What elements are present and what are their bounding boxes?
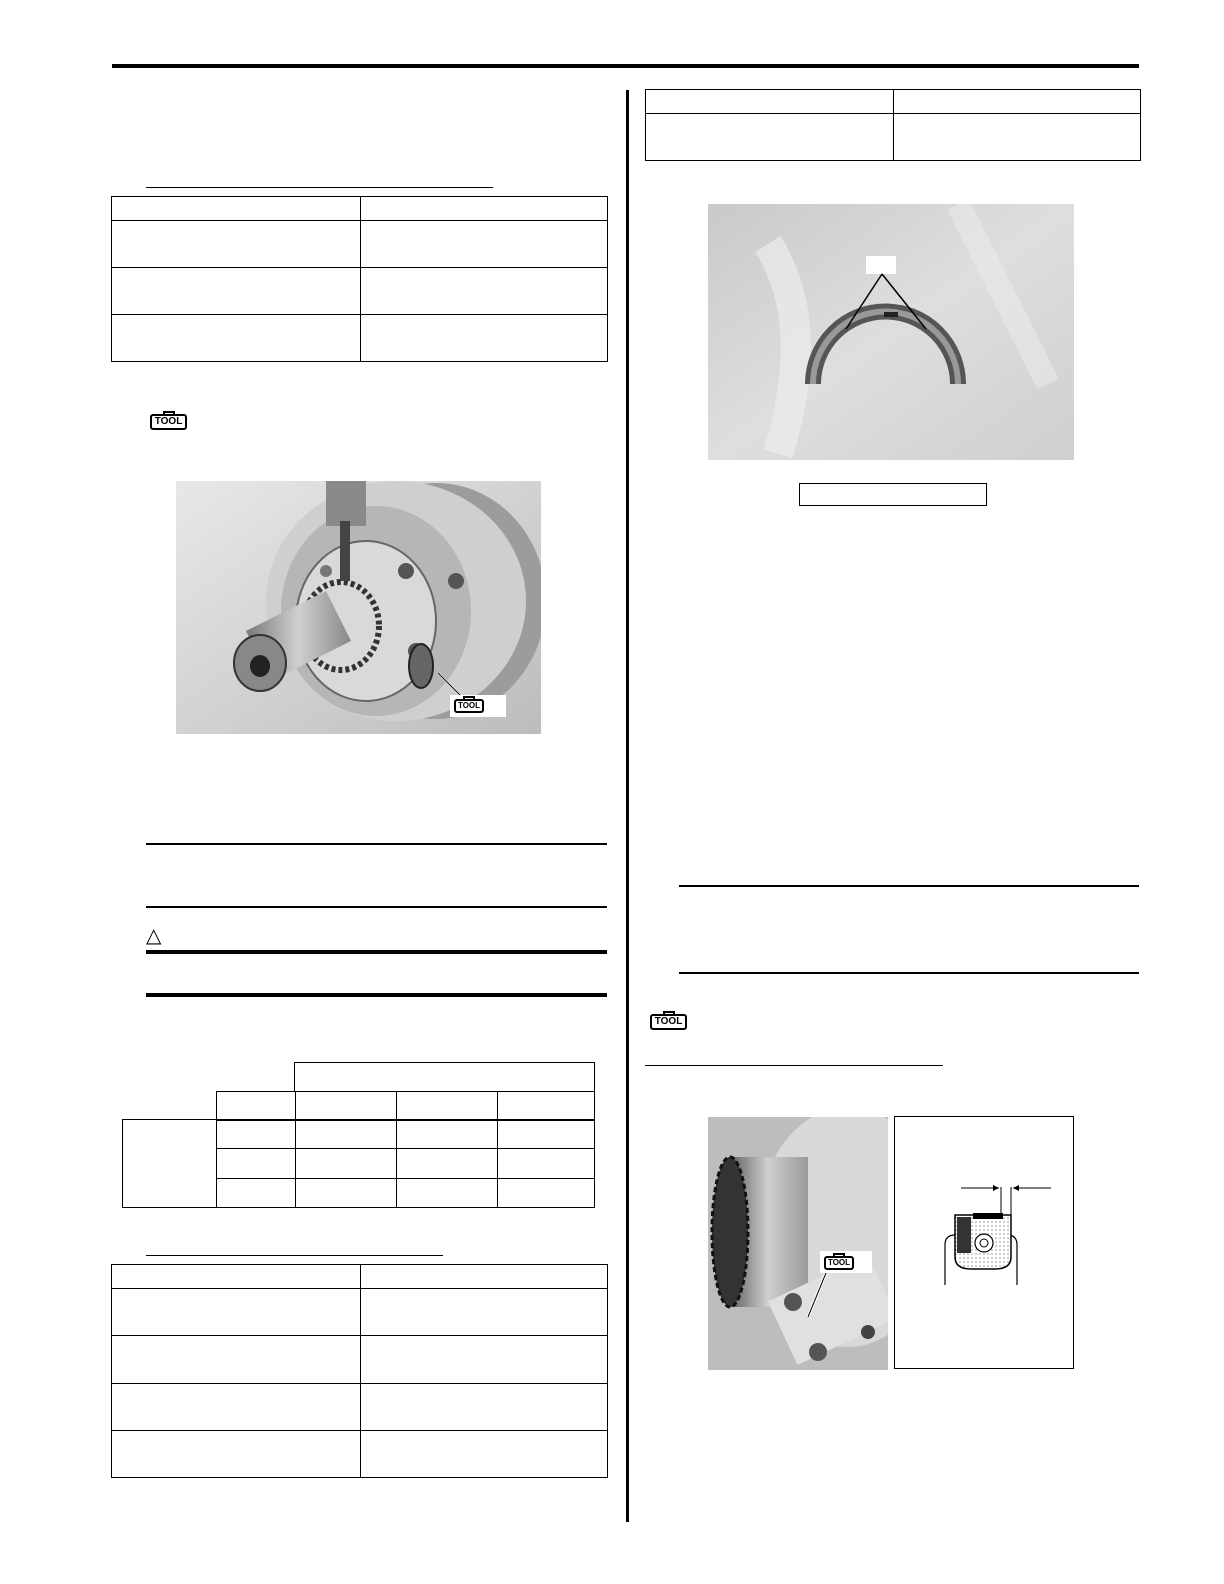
seal-install-illustration	[708, 1117, 888, 1370]
seal-install-photo	[708, 1117, 888, 1370]
warning-triangle-icon: △	[146, 925, 162, 947]
tool-box-icon: TOOL	[824, 1256, 854, 1270]
header-rule	[112, 64, 1139, 68]
table-cell	[123, 1120, 217, 1208]
table-cell	[112, 1383, 361, 1430]
table-cell	[894, 90, 1141, 114]
table-cell	[498, 1092, 595, 1121]
table-cell	[646, 114, 894, 161]
photo-caption-box	[799, 483, 987, 506]
table-cell	[361, 221, 608, 268]
table-cell	[397, 1092, 498, 1121]
spec-table-2	[111, 1264, 608, 1478]
table-cell	[112, 1289, 361, 1336]
spec-table-1	[111, 196, 608, 362]
column-divider	[626, 90, 629, 1522]
table-cell	[361, 1430, 608, 1477]
seal-cross-section-illustration	[895, 1117, 1073, 1368]
note-rule-top	[146, 843, 607, 845]
spec-table-3	[645, 89, 1141, 161]
table-cell	[361, 315, 608, 362]
table-cell	[361, 268, 608, 315]
table-cell	[361, 1336, 608, 1383]
section-underline-2	[146, 1255, 443, 1256]
caution-rule-bottom	[146, 993, 607, 997]
seal-depth-diagram	[894, 1116, 1074, 1369]
table-cell	[498, 1120, 595, 1149]
table-cell	[296, 1149, 397, 1178]
selection-table-header	[294, 1062, 595, 1092]
table-cell	[397, 1120, 498, 1149]
crankshaft-photo	[176, 481, 541, 734]
table-cell	[397, 1178, 498, 1207]
caution-rule-top	[146, 950, 607, 954]
table-cell	[112, 268, 361, 315]
table-cell	[217, 1178, 296, 1207]
table-cell	[112, 197, 361, 221]
table-cell	[112, 315, 361, 362]
table-cell	[112, 1265, 361, 1289]
note-rule-bottom	[146, 906, 607, 908]
bearing-photo	[708, 204, 1074, 460]
table-cell	[361, 1265, 608, 1289]
section-underline-1	[146, 187, 493, 188]
table-cell	[217, 1120, 296, 1149]
table-cell	[498, 1178, 595, 1207]
table-cell	[112, 221, 361, 268]
table-cell	[112, 1430, 361, 1477]
table-cell	[361, 1383, 608, 1430]
note-rule-bottom-right	[679, 972, 1139, 974]
section-underline-3	[645, 1065, 943, 1066]
tool-box-icon: TOOL	[454, 699, 484, 713]
table-cell	[498, 1149, 595, 1178]
table-cell	[296, 1120, 397, 1149]
note-rule-top-right	[679, 885, 1139, 887]
tool-box-icon: TOOL	[150, 414, 187, 430]
table-cell	[217, 1092, 296, 1121]
table-cell	[397, 1149, 498, 1178]
table-cell	[361, 1289, 608, 1336]
bearing-illustration	[708, 204, 1074, 460]
table-cell	[296, 1092, 397, 1121]
tool-box-icon: TOOL	[650, 1014, 687, 1030]
selection-table-subheader	[216, 1091, 595, 1121]
selection-table	[122, 1119, 595, 1208]
table-cell	[646, 90, 894, 114]
table-cell	[361, 197, 608, 221]
table-cell	[217, 1149, 296, 1178]
crankshaft-illustration	[176, 481, 541, 734]
table-cell	[894, 114, 1141, 161]
table-cell	[112, 1336, 361, 1383]
table-cell	[296, 1178, 397, 1207]
